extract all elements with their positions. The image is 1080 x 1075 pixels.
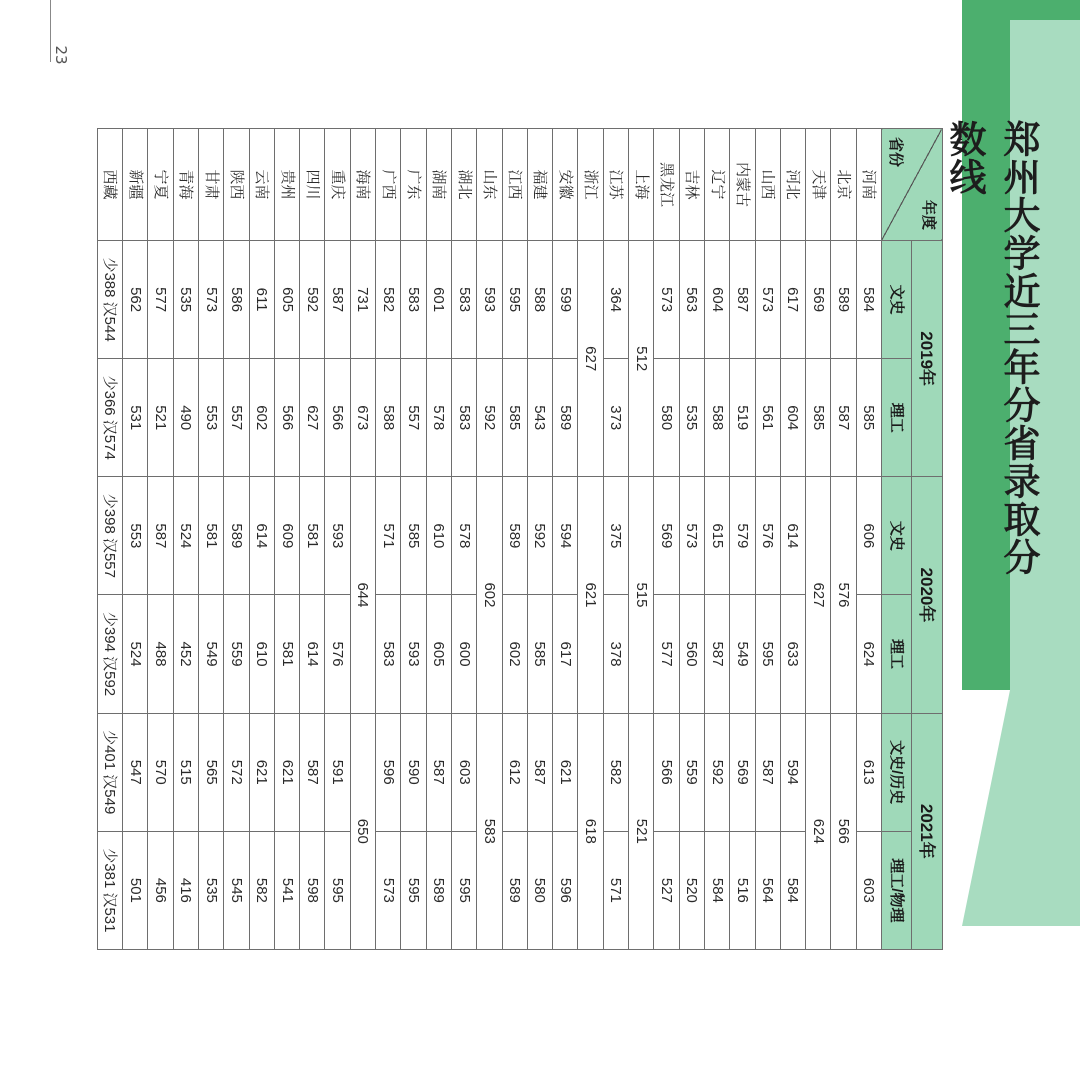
- table-row: [654, 129, 679, 950]
- province-cell: 湖北: [451, 129, 476, 241]
- score-cell-merged: 621: [578, 477, 603, 713]
- score-cell: 566: [654, 713, 679, 831]
- table-row: [477, 129, 502, 950]
- score-cell: 614: [249, 477, 274, 595]
- score-cell: 562: [123, 241, 148, 359]
- score-cell: 589: [426, 831, 451, 949]
- score-cell: 581: [274, 595, 299, 713]
- score-cell: 595: [755, 595, 780, 713]
- year-header-2021: 2021年: [912, 713, 943, 949]
- score-cell: 少388 汉544: [97, 241, 122, 359]
- page-title: 郑州大学近三年分省录取分数线: [943, 120, 1040, 576]
- score-cell: 596: [553, 831, 578, 949]
- corner-header: [882, 129, 943, 241]
- score-cell: 588: [527, 241, 552, 359]
- table-row: [578, 129, 603, 950]
- table-row: [198, 129, 223, 950]
- table-row: [224, 129, 249, 950]
- score-cell: 621: [249, 713, 274, 831]
- score-cell: 585: [856, 359, 881, 477]
- province-cell: 山西: [755, 129, 780, 241]
- table-row: [325, 129, 350, 950]
- score-cell: 595: [502, 241, 527, 359]
- table-row: [629, 129, 654, 950]
- score-cell: 606: [856, 477, 881, 595]
- table-row: [148, 129, 173, 950]
- score-cell: 378: [603, 595, 628, 713]
- score-cell: 501: [123, 831, 148, 949]
- score-cell: 516: [730, 831, 755, 949]
- score-cell: 594: [553, 477, 578, 595]
- province-cell: 江西: [502, 129, 527, 241]
- admission-table-wrapper: [101, 128, 943, 950]
- score-cell: 592: [300, 241, 325, 359]
- score-cell: 535: [173, 241, 198, 359]
- province-cell: 北京: [831, 129, 856, 241]
- table-row: [451, 129, 476, 950]
- province-cell: 上海: [629, 129, 654, 241]
- score-cell: 614: [780, 477, 805, 595]
- score-cell: 553: [123, 477, 148, 595]
- score-cell: 563: [679, 241, 704, 359]
- score-cell: 604: [780, 359, 805, 477]
- score-cell: 573: [198, 241, 223, 359]
- score-cell: 587: [704, 595, 729, 713]
- province-cell: 天津: [806, 129, 831, 241]
- score-cell: 547: [123, 713, 148, 831]
- score-cell: 578: [451, 477, 476, 595]
- score-cell: 581: [198, 477, 223, 595]
- score-cell: 573: [654, 241, 679, 359]
- score-cell: 603: [856, 831, 881, 949]
- score-cell: 557: [401, 359, 426, 477]
- score-cell: 582: [603, 713, 628, 831]
- table-row: [527, 129, 552, 950]
- table-row: [123, 129, 148, 950]
- province-cell: 甘肃: [198, 129, 223, 241]
- province-cell: 贵州: [274, 129, 299, 241]
- score-cell: 599: [553, 241, 578, 359]
- score-cell-merged: 644: [350, 477, 375, 713]
- score-cell: 585: [806, 359, 831, 477]
- page-number: 23: [52, 45, 70, 65]
- score-cell: 587: [730, 241, 755, 359]
- score-cell: 490: [173, 359, 198, 477]
- score-cell: 573: [679, 477, 704, 595]
- score-cell: 364: [603, 241, 628, 359]
- score-cell: 545: [224, 831, 249, 949]
- score-cell: 570: [148, 713, 173, 831]
- score-cell: 573: [755, 241, 780, 359]
- score-cell: 456: [148, 831, 173, 949]
- province-cell: 河南: [856, 129, 881, 241]
- score-cell: 553: [198, 359, 223, 477]
- score-cell: 594: [780, 713, 805, 831]
- score-cell: 587: [527, 713, 552, 831]
- score-cell-merged: 521: [629, 713, 654, 949]
- score-cell: 535: [198, 831, 223, 949]
- score-cell: 583: [451, 359, 476, 477]
- table-body: [97, 129, 881, 950]
- province-cell: 山东: [477, 129, 502, 241]
- score-cell: 615: [704, 477, 729, 595]
- score-cell: 605: [426, 595, 451, 713]
- score-cell: 559: [224, 595, 249, 713]
- subheader-2020-science: 理工: [882, 595, 912, 713]
- score-cell: 592: [704, 713, 729, 831]
- score-cell-merged: 627: [578, 241, 603, 477]
- score-cell: 602: [249, 359, 274, 477]
- table-row: [401, 129, 426, 950]
- score-cell: 582: [249, 831, 274, 949]
- table-row: [755, 129, 780, 950]
- score-cell: 569: [730, 713, 755, 831]
- score-cell: 少401 汉549: [97, 713, 122, 831]
- score-cell: 566: [325, 359, 350, 477]
- score-cell: 587: [325, 241, 350, 359]
- score-cell: 585: [401, 477, 426, 595]
- score-cell: 578: [426, 359, 451, 477]
- score-cell: 577: [654, 595, 679, 713]
- score-cell: 375: [603, 477, 628, 595]
- admission-score-table: [97, 128, 943, 950]
- score-cell: 610: [426, 477, 451, 595]
- province-cell: 湖南: [426, 129, 451, 241]
- score-cell-merged: 566: [831, 713, 856, 949]
- score-cell: 596: [376, 713, 401, 831]
- score-cell: 557: [224, 359, 249, 477]
- province-cell: 新疆: [123, 129, 148, 241]
- score-cell: 571: [603, 831, 628, 949]
- subheader-2021-history: 文史/历史: [882, 713, 912, 831]
- table-row: [350, 129, 375, 950]
- province-cell: 海南: [350, 129, 375, 241]
- score-cell: 576: [325, 595, 350, 713]
- score-cell: 601: [426, 241, 451, 359]
- score-cell: 602: [502, 595, 527, 713]
- score-cell: 535: [679, 359, 704, 477]
- score-cell-merged: 624: [806, 713, 831, 949]
- subheader-2019-science: 理工: [882, 359, 912, 477]
- year-header-2020: 2020年: [912, 477, 943, 713]
- score-cell: 571: [376, 477, 401, 595]
- score-cell-merged: 602: [477, 477, 502, 713]
- score-cell: 565: [198, 713, 223, 831]
- score-cell-merged: 627: [806, 477, 831, 713]
- province-cell: 广东: [401, 129, 426, 241]
- score-cell: 582: [376, 241, 401, 359]
- score-cell: 627: [300, 359, 325, 477]
- score-cell: 589: [502, 477, 527, 595]
- score-cell: 584: [704, 831, 729, 949]
- score-cell: 587: [831, 359, 856, 477]
- table-row: [780, 129, 805, 950]
- score-cell: 613: [856, 713, 881, 831]
- score-cell: 583: [401, 241, 426, 359]
- corner-province-label: 省份: [887, 137, 904, 168]
- score-cell: 614: [300, 595, 325, 713]
- score-cell: 416: [173, 831, 198, 949]
- score-cell-merged: 618: [578, 713, 603, 949]
- score-cell: 612: [502, 713, 527, 831]
- score-cell: 520: [679, 831, 704, 949]
- province-cell: 安徽: [553, 129, 578, 241]
- score-cell: 611: [249, 241, 274, 359]
- score-cell: 595: [325, 831, 350, 949]
- score-cell: 560: [679, 595, 704, 713]
- score-cell: 617: [780, 241, 805, 359]
- score-cell: 598: [300, 831, 325, 949]
- score-cell: 515: [173, 713, 198, 831]
- score-cell: 600: [451, 595, 476, 713]
- province-cell: 内蒙古: [730, 129, 755, 241]
- score-cell: 521: [148, 359, 173, 477]
- score-cell: 624: [856, 595, 881, 713]
- score-cell: 580: [654, 359, 679, 477]
- score-cell: 少394 汉592: [97, 595, 122, 713]
- score-cell: 593: [401, 595, 426, 713]
- score-cell: 617: [553, 595, 578, 713]
- score-cell: 少366 汉574: [97, 359, 122, 477]
- table-row: [426, 129, 451, 950]
- score-cell: 621: [553, 713, 578, 831]
- province-cell: 浙江: [578, 129, 603, 241]
- table-row: [249, 129, 274, 950]
- score-cell: 603: [451, 713, 476, 831]
- province-cell: 广西: [376, 129, 401, 241]
- province-cell: 黑龙江: [654, 129, 679, 241]
- score-cell: 561: [755, 359, 780, 477]
- province-cell: 江苏: [603, 129, 628, 241]
- score-cell: 573: [376, 831, 401, 949]
- score-cell-merged: 650: [350, 713, 375, 949]
- score-cell: 609: [274, 477, 299, 595]
- score-cell: 564: [755, 831, 780, 949]
- score-cell: 373: [603, 359, 628, 477]
- score-cell: 587: [426, 713, 451, 831]
- score-cell: 524: [123, 595, 148, 713]
- score-cell: 585: [502, 359, 527, 477]
- province-cell: 云南: [249, 129, 274, 241]
- score-cell: 559: [679, 713, 704, 831]
- table-row: [300, 129, 325, 950]
- subheader-2019-liberal: 文史: [882, 241, 912, 359]
- score-cell: 519: [730, 359, 755, 477]
- score-cell: 731: [350, 241, 375, 359]
- score-cell: 579: [730, 477, 755, 595]
- score-cell-merged: 512: [629, 241, 654, 477]
- table-row: [603, 129, 628, 950]
- score-cell: 587: [300, 713, 325, 831]
- score-cell: 少381 汉531: [97, 831, 122, 949]
- score-cell: 588: [704, 359, 729, 477]
- score-cell: 566: [274, 359, 299, 477]
- score-cell: 572: [224, 713, 249, 831]
- table-row: [376, 129, 401, 950]
- score-cell: 589: [224, 477, 249, 595]
- score-cell: 589: [553, 359, 578, 477]
- score-cell: 少398 汉557: [97, 477, 122, 595]
- score-cell-merged: 576: [831, 477, 856, 713]
- province-cell: 重庆: [325, 129, 350, 241]
- province-cell: 青海: [173, 129, 198, 241]
- province-cell: 宁夏: [148, 129, 173, 241]
- table-row: [553, 129, 578, 950]
- province-cell: 河北: [780, 129, 805, 241]
- score-cell: 589: [502, 831, 527, 949]
- score-cell-merged: 583: [477, 713, 502, 949]
- score-cell: 527: [654, 831, 679, 949]
- score-cell: 569: [806, 241, 831, 359]
- score-cell: 452: [173, 595, 198, 713]
- table-row: [679, 129, 704, 950]
- score-cell: 633: [780, 595, 805, 713]
- score-cell: 569: [654, 477, 679, 595]
- score-cell: 549: [198, 595, 223, 713]
- corner-year-label: 年度: [920, 199, 937, 230]
- score-cell: 531: [123, 359, 148, 477]
- score-cell: 588: [376, 359, 401, 477]
- province-cell: 辽宁: [704, 129, 729, 241]
- year-header-2019: 2019年: [912, 241, 943, 477]
- score-cell: 587: [148, 477, 173, 595]
- score-cell: 591: [325, 713, 350, 831]
- score-cell: 583: [376, 595, 401, 713]
- score-cell: 584: [780, 831, 805, 949]
- province-cell: 陕西: [224, 129, 249, 241]
- table-row: [173, 129, 198, 950]
- score-cell: 595: [401, 831, 426, 949]
- score-cell: 621: [274, 713, 299, 831]
- score-cell: 541: [274, 831, 299, 949]
- score-cell: 593: [477, 241, 502, 359]
- subheader-2020-liberal: 文史: [882, 477, 912, 595]
- score-cell: 673: [350, 359, 375, 477]
- score-cell: 543: [527, 359, 552, 477]
- score-cell: 580: [527, 831, 552, 949]
- score-cell: 584: [856, 241, 881, 359]
- score-cell: 589: [831, 241, 856, 359]
- score-cell: 583: [451, 241, 476, 359]
- score-cell: 586: [224, 241, 249, 359]
- table-row: [274, 129, 299, 950]
- score-cell: 605: [274, 241, 299, 359]
- table-row: [831, 129, 856, 950]
- province-cell: 四川: [300, 129, 325, 241]
- score-cell: 590: [401, 713, 426, 831]
- score-cell: 488: [148, 595, 173, 713]
- province-cell: 西藏: [97, 129, 122, 241]
- score-cell: 577: [148, 241, 173, 359]
- table-row: [730, 129, 755, 950]
- table-row: [856, 129, 881, 950]
- province-cell: 吉林: [679, 129, 704, 241]
- province-cell: 福建: [527, 129, 552, 241]
- score-cell: 585: [527, 595, 552, 713]
- score-cell: 576: [755, 477, 780, 595]
- score-cell: 592: [477, 359, 502, 477]
- score-cell: 593: [325, 477, 350, 595]
- score-cell: 549: [730, 595, 755, 713]
- table-row: [502, 129, 527, 950]
- table-row: [704, 129, 729, 950]
- score-cell: 604: [704, 241, 729, 359]
- score-cell: 610: [249, 595, 274, 713]
- score-cell: 592: [527, 477, 552, 595]
- score-cell: 587: [755, 713, 780, 831]
- score-cell: 524: [173, 477, 198, 595]
- table-row: [806, 129, 831, 950]
- score-cell-merged: 515: [629, 477, 654, 713]
- score-cell: 595: [451, 831, 476, 949]
- score-cell: 581: [300, 477, 325, 595]
- table-row: [97, 129, 122, 950]
- subheader-2021-physics: 理工/物理: [882, 831, 912, 949]
